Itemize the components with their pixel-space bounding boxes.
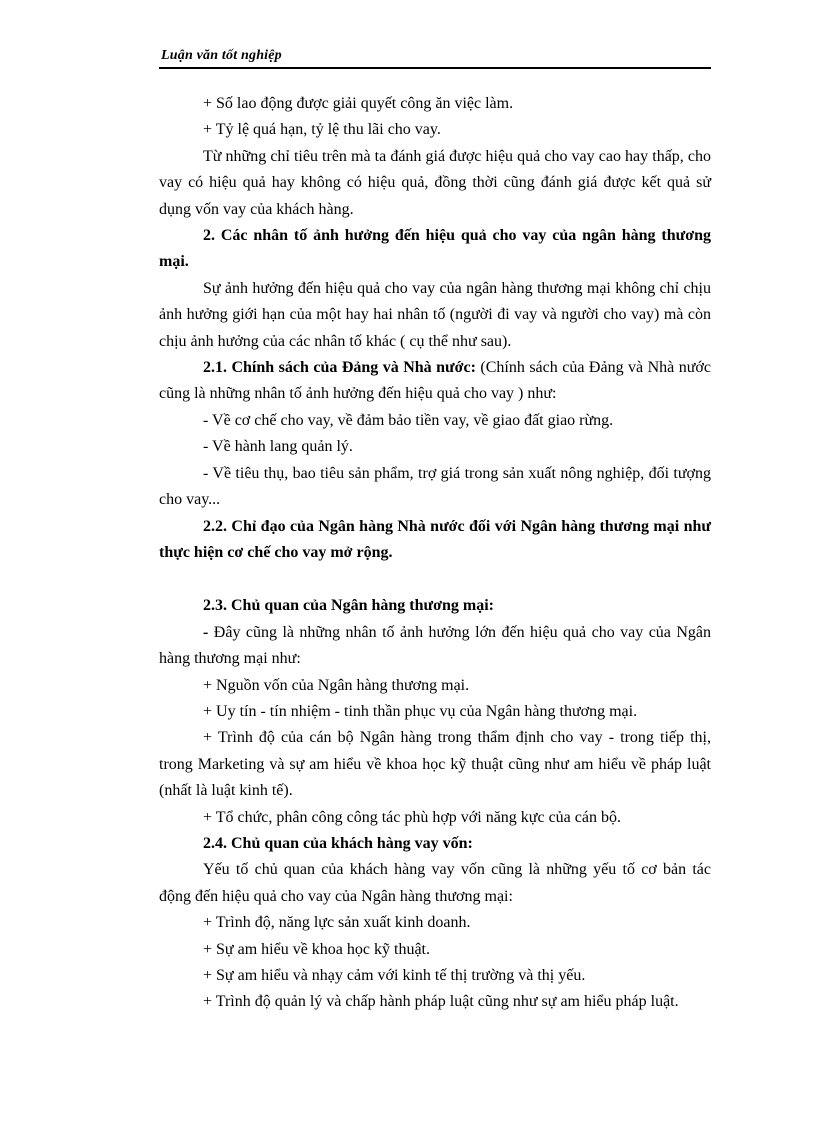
section-heading-2-2: 2.2. Chỉ đạo của Ngân hàng Nhà nước đối với Ngân hàng thương mại như thực hiện cơ chế cho vay mở rộng. — [159, 517, 711, 561]
section-heading-2: 2. Các nhân tố ảnh hưởng đến hiệu quả cho vay của ngân hàng thương mại. — [159, 227, 711, 271]
paragraph: Yếu tố chủ quan của khách hàng vay vốn cũng là những yếu tố cơ bản tác động đến hiệu quả cho vay của Ngân hàng thương mại: — [159, 861, 711, 905]
blank-line — [159, 566, 711, 593]
paragraph: - Về cơ chế cho vay, về đảm bảo tiền vay, về giao đất giao rừng. — [203, 411, 614, 429]
paragraph: + Trình độ, năng lực sản xuất kinh doanh. — [203, 914, 471, 932]
paragraph: + Tổ chức, phân công công tác phù hợp với năng kực của cán bộ. — [203, 808, 621, 826]
header-title: Luận văn tốt nghiệp — [161, 48, 282, 63]
paragraph: + Uy tín - tín nhiệm - tinh thần phục vụ của Ngân hàng thương mại. — [203, 702, 638, 720]
paragraph: + Nguồn vốn của Ngân hàng thương mại. — [203, 676, 470, 694]
paragraph: + Trình độ quản lý và chấp hành pháp luật cũng như sự am hiểu pháp luật. — [203, 993, 679, 1011]
paragraph: + Sự am hiểu về khoa học kỹ thuật. — [203, 940, 430, 958]
section-2-1-text: (Chính sách của Đảng và Nhà nước cũng là những nhân tố ảnh hưởng đến hiệu quả cho vay ) như: — [159, 359, 711, 403]
page-header — [159, 48, 711, 69]
paragraph: - Về tiêu thụ, bao tiêu sản phẩm, trợ giá trong sản xuất nông nghiệp, đối tượng cho vay... — [159, 464, 711, 509]
section-heading-2-4: 2.4. Chủ quan của khách hàng vay vốn: — [203, 834, 473, 852]
paragraph: + Số lao động được giải quyết công ăn việc làm. — [203, 95, 514, 112]
paragraph: Sự ảnh hưởng đến hiệu quả cho vay của ngân hàng thương mại không chỉ chịu ảnh hưởng giới hạn của một hay hai nhân tố (người đi vay và người cho vay) mà còn chịu ảnh hưởng của các nhân tố khác ( cụ thể như sau). — [159, 279, 711, 350]
document-body — [159, 91, 711, 1016]
paragraph: + Tỷ lệ quá hạn, tỷ lệ thu lãi cho vay. — [203, 121, 441, 139]
bullet-dash: - — [203, 623, 214, 641]
paragraph: + Trình độ của cán bộ Ngân hàng trong thẩm định cho vay - trong tiếp thị, trong Marketing và sự am hiểu về khoa học kỹ thuật cũng như am hiểu về pháp luật (nhất là luật kinh tế). — [159, 729, 711, 800]
section-2-1-paragraph — [159, 355, 711, 408]
paragraph-text: Đây cũng là những nhân tố ảnh hưởng lớn đến hiệu quả cho vay của Ngân hàng thương mại như: — [159, 623, 711, 668]
paragraph: - Về hành lang quản lý. — [203, 438, 353, 456]
paragraph: Từ những chỉ tiêu trên mà ta đánh giá được hiệu quả cho vay cao hay thấp, cho vay có hiệu quả hay không có hiệu quả, đồng thời cũng đánh giá được kết quả sử dụng vốn vay của khách hàng. — [159, 147, 711, 218]
header-rule — [159, 67, 711, 69]
paragraph: + Sự am hiểu và nhạy cảm với kinh tế thị trường và thị yếu. — [203, 967, 586, 984]
section-heading-2-1: 2.1. Chính sách của Đảng và Nhà nước: — [203, 359, 476, 377]
paragraph — [159, 620, 711, 673]
section-heading-2-3: 2.3. Chủ quan của Ngân hàng thương mại: — [203, 597, 494, 615]
